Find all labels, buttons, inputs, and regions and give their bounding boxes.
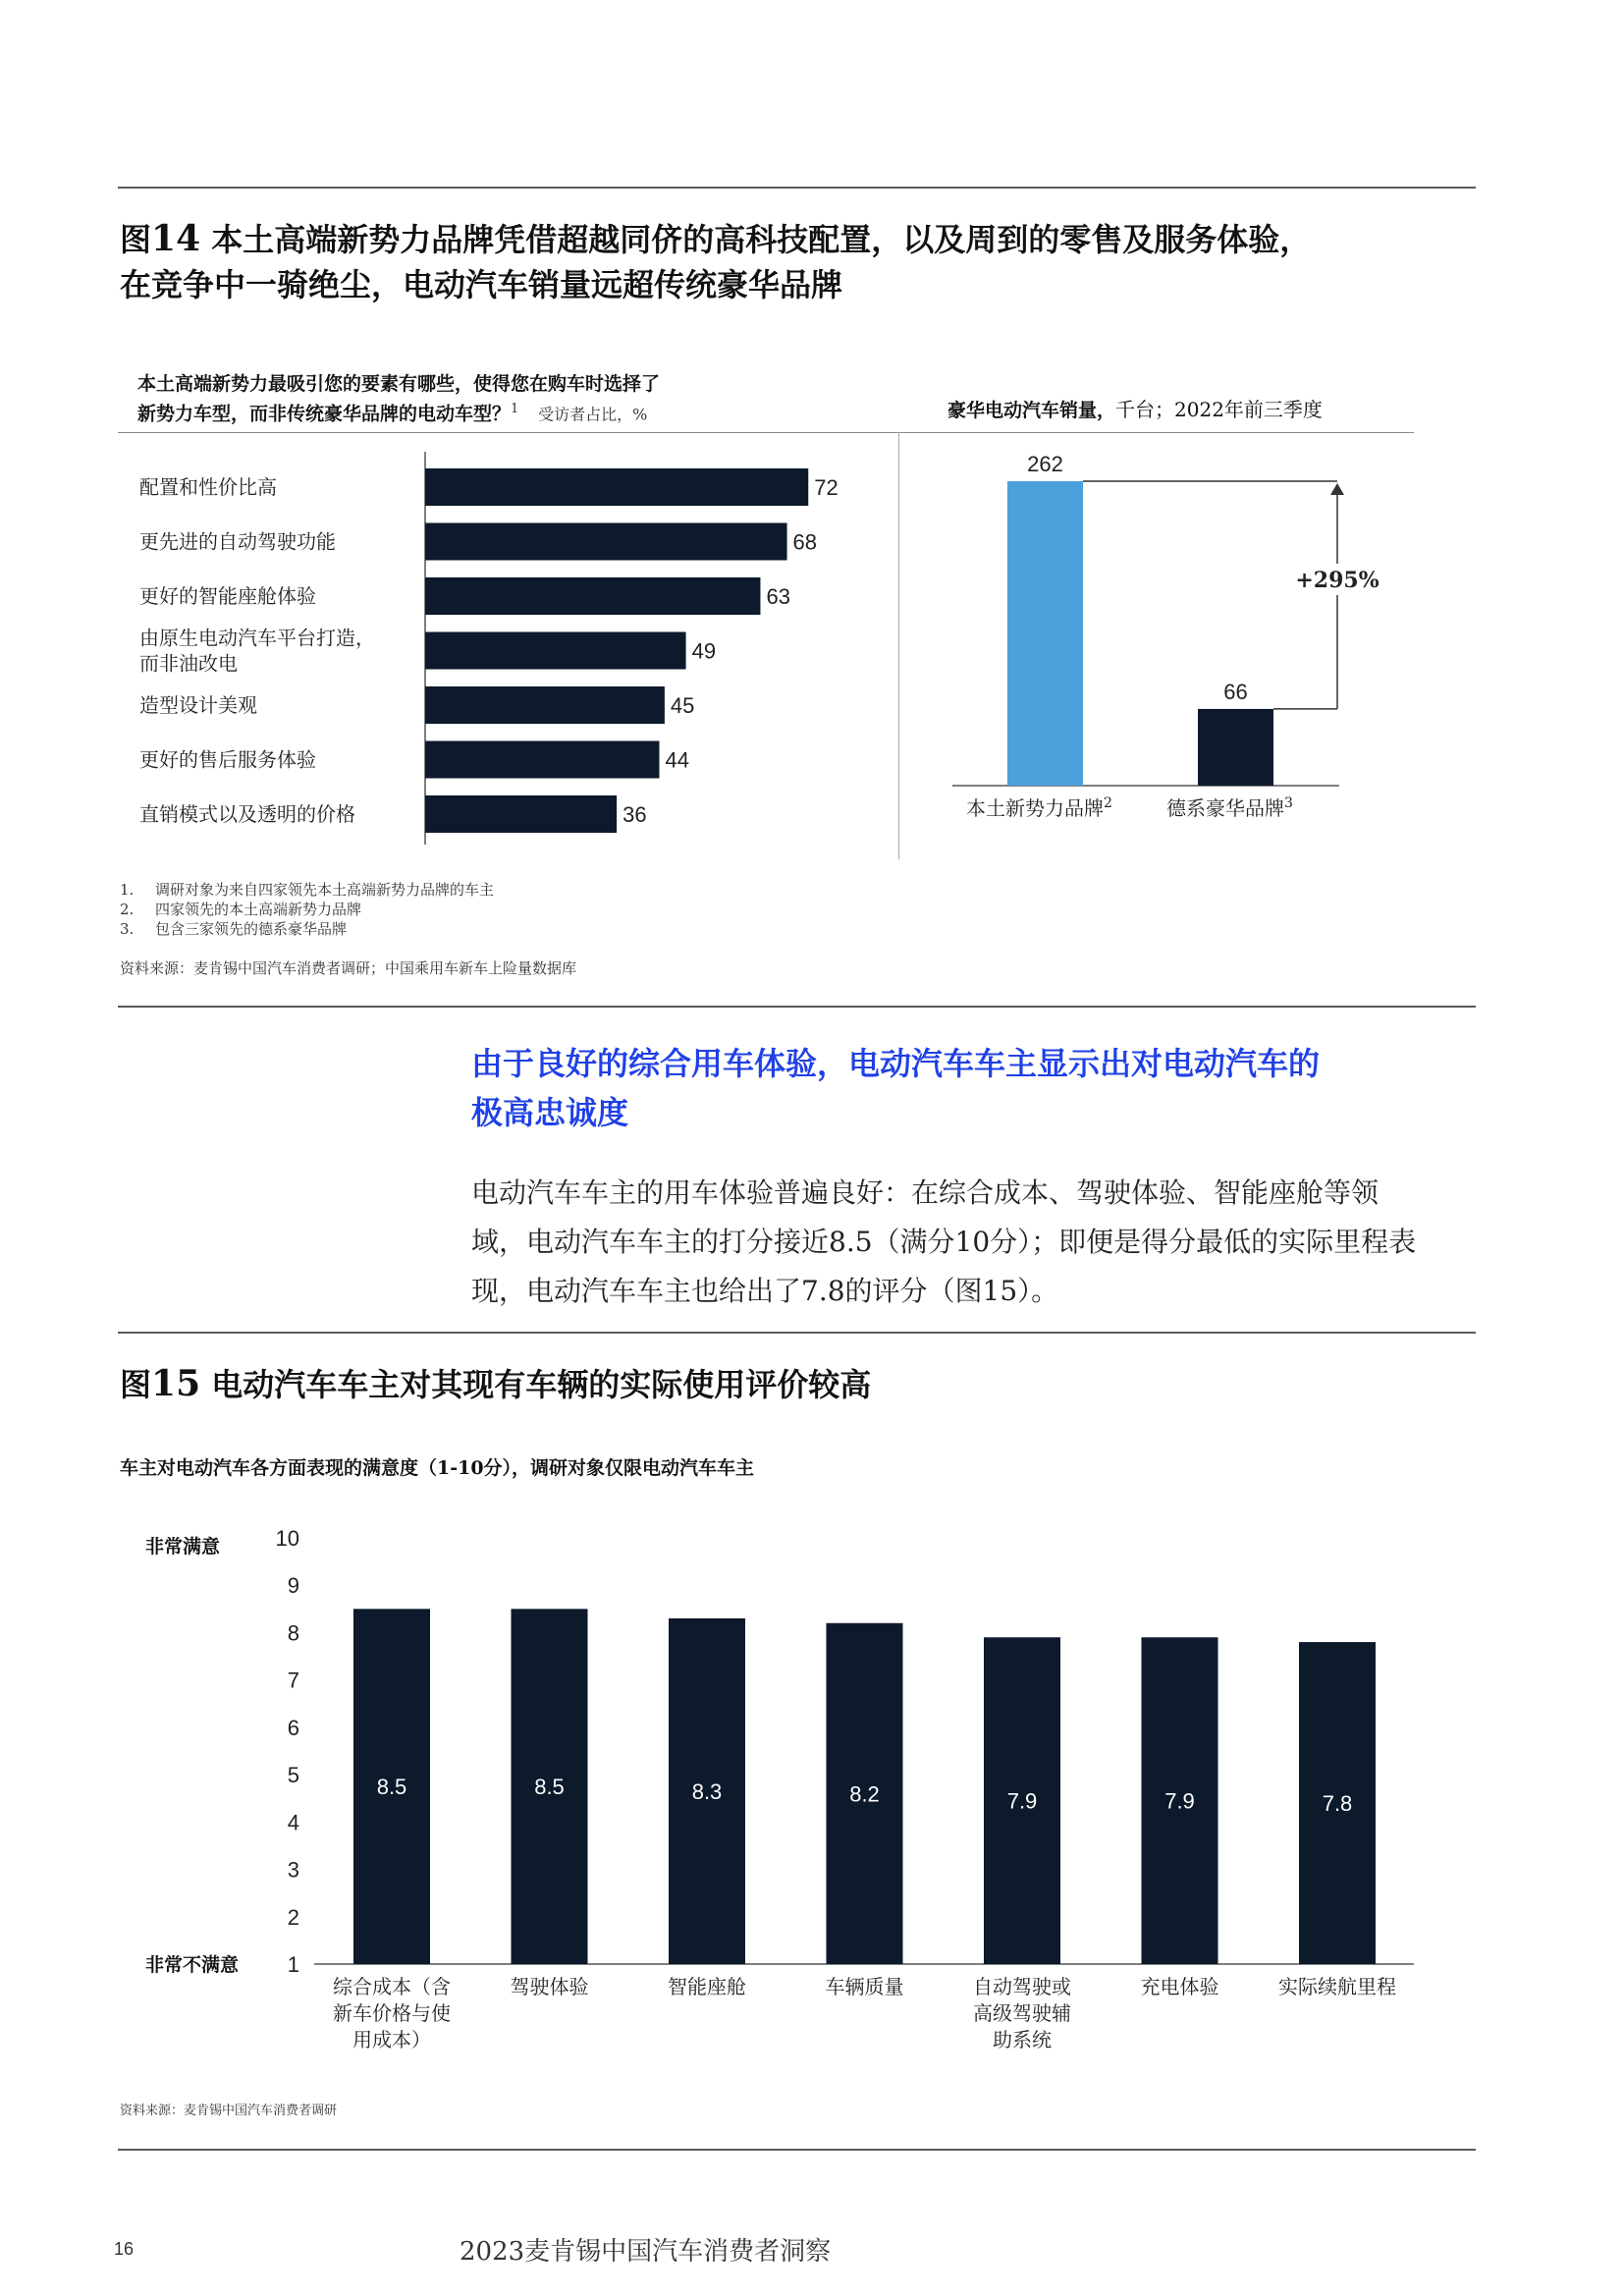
report-title: 2023麦肯锡中国汽车消费者洞察 (460, 2237, 832, 2267)
growth-annotation: +295% (1295, 567, 1380, 593)
hbar-category-label: 由原生电动汽车平台打造， (139, 626, 375, 650)
sales-category-label: 本土新势力品牌$^2$ (966, 795, 1112, 820)
hbar-bar (425, 577, 760, 615)
figure-15-title (120, 1361, 1485, 1407)
bar-value-label: 8.5 (534, 1775, 565, 1800)
sales-bar (1007, 481, 1083, 786)
chart-separator (898, 432, 899, 859)
x-category-label: 综合成本（含 (333, 1975, 451, 1998)
bar-value-label: 7.9 (1006, 1788, 1038, 1814)
hbar-bar (425, 686, 665, 724)
right-chart-title-rest: 千台；2022年前三季度 (1115, 398, 1323, 421)
section-heading-line1: 由于良好的综合用车体验，电动汽车车主显示出对电动汽车的 (471, 1045, 1321, 1082)
footnote-3-text: 包含三家领先的德系豪华品牌 (155, 920, 348, 938)
figure-15-number: 15 (151, 1363, 201, 1404)
hbar-value-label: 72 (814, 475, 839, 500)
bottom-divider (118, 2149, 1476, 2151)
section-heading-line2: 极高忠诚度 (471, 1094, 629, 1131)
top-divider (118, 187, 1476, 189)
sales-category-label: 德系豪华品牌$^3$ (1166, 795, 1293, 820)
hbar-value-label: 36 (622, 802, 647, 827)
y-tick-label: 3 (287, 1857, 299, 1883)
section-divider-2 (118, 1332, 1476, 1334)
x-category-label: 驾驶体验 (510, 1975, 589, 1998)
x-category-label: 实际续航里程 (1278, 1975, 1396, 1998)
y-tick-label: 8 (287, 1620, 299, 1646)
x-category-label: 自动驾驶或 (973, 1975, 1071, 1998)
bar-value-label: 8.2 (849, 1781, 880, 1807)
section-body (471, 1169, 1483, 1316)
section-body-line3: 现，电动汽车车主也给出了7.8的评分（图15）。 (471, 1275, 1059, 1307)
left-chart-question-line1: 本土高端新势力最吸引您的要素有哪些，使得您在购车时选择了 (137, 373, 661, 395)
hbar-value-label: 44 (665, 747, 689, 773)
footnote-2-text: 四家领先的本土高端新势力品牌 (155, 901, 362, 918)
footnote-2 (120, 900, 1003, 919)
sales-category-sup: 2 (1104, 795, 1112, 811)
y-tick-label: 5 (287, 1763, 299, 1788)
figure-15-subtitle: 车主对电动汽车各方面表现的满意度（1-10分），调研对象仅限电动汽车车主 (120, 1457, 755, 1479)
footnote-1 (120, 880, 1003, 900)
y-tick-label: 9 (287, 1573, 299, 1599)
x-category-label: 车辆质量 (825, 1975, 904, 1998)
hbar-value-label: 68 (792, 529, 818, 555)
hbar-bar (425, 523, 787, 561)
x-category-label: 用成本） (352, 2028, 431, 2051)
footnote-1-text: 调研对象为来自四家领先本土高端新势力品牌的车主 (155, 881, 495, 899)
figure-14-title-line2: 在竞争中一骑绝尘，电动汽车销量远超传统豪华品牌 (120, 266, 843, 303)
y-tick-label: 6 (287, 1715, 299, 1740)
hbar-category-label: 更好的售后服务体验 (139, 747, 316, 772)
figure-14-header-rule (118, 432, 1414, 433)
figure-15-source: 资料来源：麦肯锡中国汽车消费者调研 (120, 2104, 338, 2118)
bar-value-label: 8.3 (691, 1778, 723, 1804)
hbar-bar (425, 741, 659, 779)
horizontal-bar-chart (118, 452, 903, 864)
x-category-label: 智能座舱 (668, 1975, 746, 1998)
hbar-category-label: 配置和性价比高 (139, 475, 277, 499)
figure-14-footnotes (120, 880, 1003, 939)
left-chart-question-line2: 新势力车型，而非传统豪华品牌的电动车型？ (137, 403, 512, 425)
bar-value-label: 8.5 (376, 1775, 407, 1800)
bar-value-label: 7.9 (1164, 1788, 1195, 1814)
arrow-head-icon (1330, 483, 1344, 495)
figure-14-source: 资料来源：麦肯锡中国汽车消费者调研；中国乘用车新车上险量数据库 (120, 959, 577, 977)
figure-15-title-rest: 电动汽车车主对其现有车辆的实际使用评价较高 (200, 1366, 872, 1403)
hbar-value-label: 45 (670, 693, 695, 718)
hbar-value-label: 63 (766, 584, 790, 609)
hbar-category-label: 直销模式以及透明的价格 (139, 802, 355, 826)
figure-14-title (120, 216, 1485, 307)
x-category-label: 高级驾驶辅 (973, 2001, 1071, 2025)
footnote-1-number: 1. (120, 881, 135, 899)
y-tick-label: 4 (287, 1810, 299, 1835)
sales-bar-chart (913, 447, 1414, 849)
y-axis-bottom-label: 非常不满意 (145, 1954, 240, 1976)
section-body-line2: 域，电动汽车车主的打分接近8.5（满分10分）；即便是得分最低的实际里程表 (471, 1226, 1417, 1258)
section-divider-1 (118, 1006, 1476, 1008)
figure-14-title-line1: 本土高端新势力品牌凭借超越同侪的高科技配置，以及周到的零售及服务体验， (200, 221, 1312, 258)
y-tick-label: 2 (287, 1904, 299, 1930)
x-category-label: 新车价格与使 (333, 2001, 451, 2025)
figure-15-prefix: 图 (120, 1366, 152, 1403)
figure-14-prefix: 图 (120, 221, 152, 258)
sales-value-label: 262 (1027, 452, 1063, 476)
sales-category-sup: 3 (1284, 795, 1293, 811)
hbar-bar (425, 632, 686, 670)
x-category-label: 充电体验 (1140, 1975, 1219, 1998)
left-chart-unit: 受访者占比，% (538, 405, 648, 424)
hbar-category-label: 造型设计美观 (139, 693, 257, 717)
section-body-line1: 电动汽车车主的用车体验普遍良好：在综合成本、驾驶体验、智能座舱等领 (471, 1176, 1380, 1209)
hbar-bar (425, 795, 617, 833)
y-tick-label: 7 (287, 1667, 299, 1693)
sales-bar (1198, 709, 1273, 786)
right-chart-title-bold: 豪华电动汽车销量， (947, 400, 1116, 421)
footnote-3 (120, 919, 1003, 939)
page-number: 16 (114, 2239, 135, 2259)
footnote-2-number: 2. (120, 901, 135, 918)
y-tick-label: 1 (287, 1952, 299, 1977)
hbar-bar (425, 468, 808, 506)
bar-value-label: 7.8 (1322, 1791, 1353, 1817)
hbar-value-label: 49 (691, 638, 717, 664)
y-axis-top-label: 非常满意 (145, 1536, 221, 1558)
right-chart-title (947, 397, 1419, 423)
hbar-category-label: 而非油改电 (139, 651, 238, 676)
section-heading (471, 1039, 1483, 1137)
y-tick-label: 10 (275, 1526, 299, 1551)
hbar-category-label: 更好的智能座舱体验 (139, 584, 316, 608)
left-chart-question-sup: 1 (511, 402, 519, 416)
sales-value-label: 66 (1223, 679, 1248, 704)
satisfaction-bar-chart (255, 1522, 1434, 2072)
figure-14-number: 14 (151, 218, 201, 259)
left-chart-question (137, 371, 844, 427)
hbar-category-label: 更先进的自动驾驶功能 (139, 529, 336, 554)
x-category-label: 助系统 (993, 2028, 1052, 2051)
footnote-3-number: 3. (120, 920, 135, 938)
